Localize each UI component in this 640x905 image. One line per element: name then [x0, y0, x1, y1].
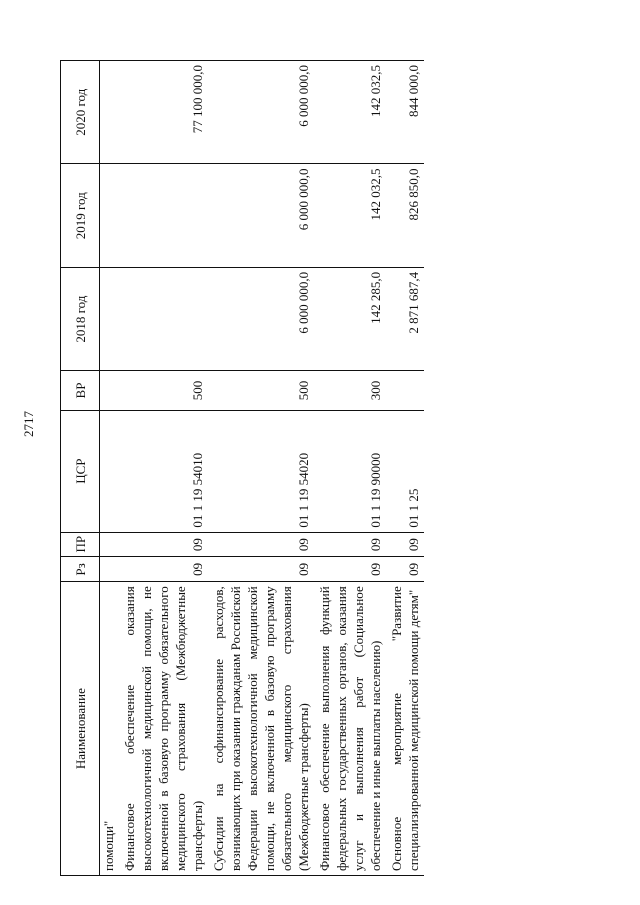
- table-row: [119, 61, 208, 876]
- table-row: [208, 61, 314, 876]
- row-csr: 01 1 25: [386, 410, 424, 532]
- header-2019: 2019 год: [61, 164, 100, 267]
- row-2020: 844 000,0: [386, 61, 424, 164]
- header-csr: ЦСР: [61, 410, 100, 532]
- row-pr: 09: [208, 532, 314, 557]
- row-name: Основное мероприятие "Развитие специализированной медицинской помощи детям": [386, 582, 424, 876]
- header-rz: Рз: [61, 557, 100, 582]
- header-vr: ВР: [61, 371, 100, 410]
- row-csr: 01 1 19 54020: [208, 410, 314, 532]
- row-2020: 142 032,5: [314, 61, 386, 164]
- table-row: [386, 61, 424, 876]
- row-pr: 09: [119, 532, 208, 557]
- row-name: Финансовое обеспечение оказания высокотехнологичной медицинской помощи, не включенной в базовую программу обязательного медицинского страхования (Межбюджетные трансферты): [119, 582, 208, 876]
- row-2019: [119, 164, 208, 267]
- row-pr: 09: [386, 532, 424, 557]
- row-pr: 09: [314, 532, 386, 557]
- page-number: 2717: [21, 411, 36, 437]
- row-rz: 09: [119, 557, 208, 582]
- row-rz: 09: [386, 557, 424, 582]
- row-name: Финансовое обеспечение выполнения функций федеральных государственных органов, оказания услуг и выполнения работ (Социальное обеспечение и иные выплаты населению): [314, 582, 386, 876]
- row-2018: 6 000 000,0: [208, 267, 314, 370]
- table-header-row: [61, 61, 100, 876]
- row-2020: 6 000 000,0: [208, 61, 314, 164]
- row-vr: 300: [314, 371, 386, 410]
- row-csr: 01 1 19 54010: [119, 410, 208, 532]
- table-row: [314, 61, 386, 876]
- row-2019: 6 000 000,0: [208, 164, 314, 267]
- row-name: Субсидии на софинансирование расходов, возникающих при оказании гражданам Российской Федерации высокотехнологичной медицинской помощи, не включенной в базовую программу обязательного медицинского страхования (Межбюджетные трансферты): [208, 582, 314, 876]
- row-csr: 01 1 19 90000: [314, 410, 386, 532]
- budget-table-sheet: [60, 60, 536, 876]
- row-2019: 826 850,0: [386, 164, 424, 267]
- budget-table: [60, 60, 424, 876]
- header-pr: ПР: [61, 532, 100, 557]
- row-vr: 500: [208, 371, 314, 410]
- row-vr: 500: [119, 371, 208, 410]
- row-rz: 09: [208, 557, 314, 582]
- row-2018: 2 871 687,4: [386, 267, 424, 370]
- table-row-carryover: [100, 61, 120, 876]
- header-2018: 2018 год: [61, 267, 100, 370]
- row-2018: 142 285,0: [314, 267, 386, 370]
- row-2018: [119, 267, 208, 370]
- carryover-text: помощи": [100, 582, 120, 876]
- row-2020: 77 100 000,0: [119, 61, 208, 164]
- row-2019: 142 032,5: [314, 164, 386, 267]
- header-name: Наименование: [61, 582, 100, 876]
- row-vr: [386, 371, 424, 410]
- row-rz: 09: [314, 557, 386, 582]
- header-2020: 2020 год: [61, 61, 100, 164]
